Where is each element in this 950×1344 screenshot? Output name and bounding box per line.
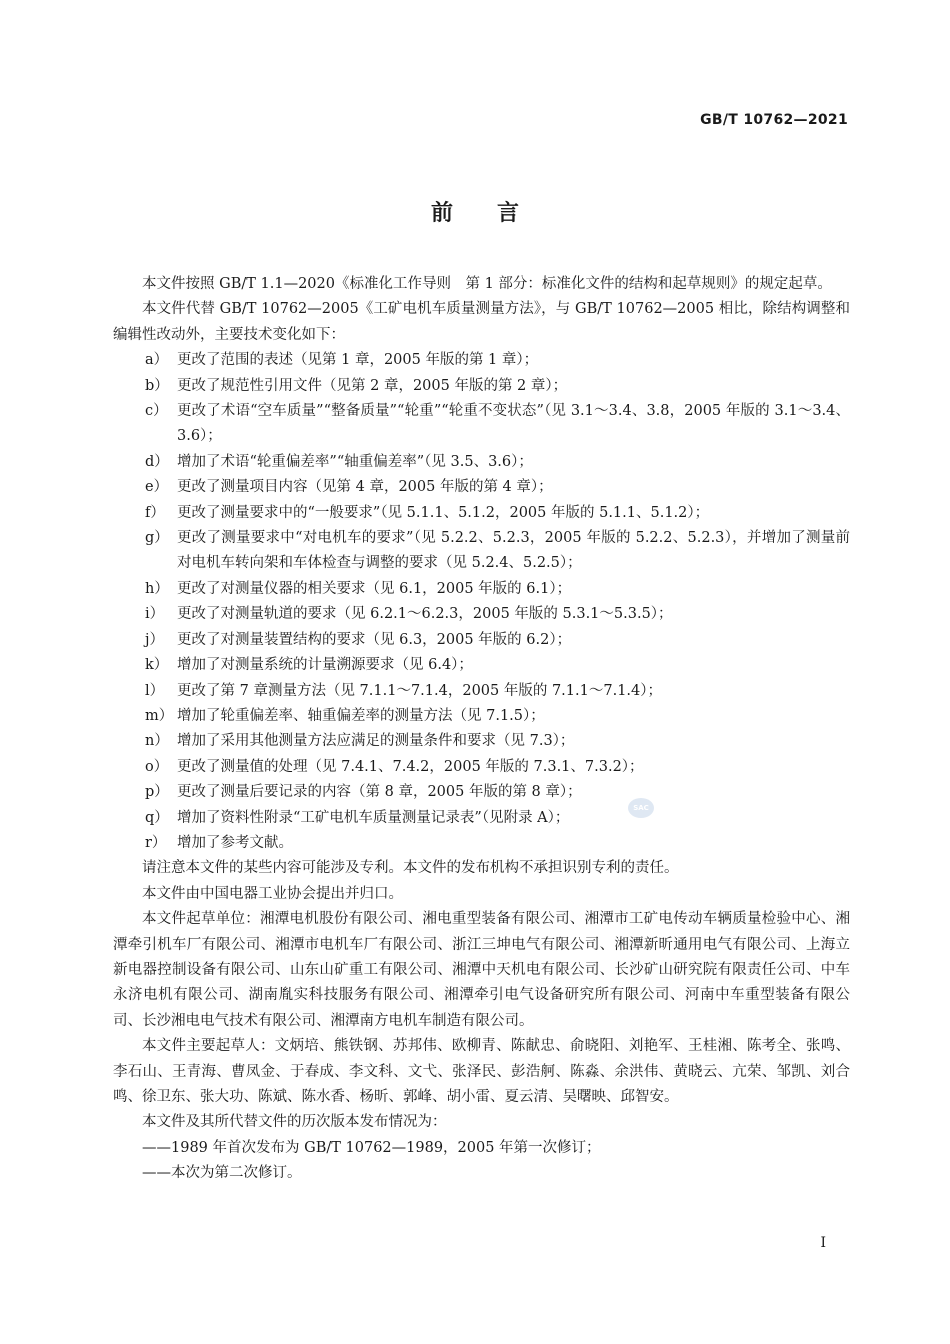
foreword-body: [113, 272, 850, 1187]
list-item: [113, 374, 850, 399]
list-item-label: e）: [145, 479, 169, 496]
list-item: [113, 679, 850, 704]
list-item: [113, 501, 850, 526]
list-item-text: 增加了术语“轮重偏差率”“轴重偏差率”（见 3.5、3.6）；: [177, 453, 533, 470]
list-item-text: 更改了测量后要记录的内容（第 8 章，2005 年版的第 8 章）；: [177, 784, 582, 801]
list-item-label: m）: [145, 707, 174, 724]
list-item-label: c）: [145, 403, 168, 420]
list-item-label: a）: [145, 352, 169, 369]
list-item-label: l）: [145, 682, 165, 699]
list-item: [113, 831, 850, 856]
list-item: [113, 348, 850, 373]
list-item: [113, 755, 850, 780]
list-item: [113, 704, 850, 729]
list-item-text: 更改了对测量仪器的相关要求（见 6.1，2005 年版的 6.1）；: [177, 580, 572, 597]
list-item-label: j）: [145, 631, 164, 648]
list-item-text: 增加了对测量系统的计量溯源要求（见 6.4）；: [177, 657, 473, 674]
list-item-text: 更改了术语“空车质量”“整备质量”“轮重”“轮重不变状态”（见 3.1～3.4、3.8，2005 年版的 3.1～3.4、3.6）；: [177, 403, 850, 445]
intro-paragraph: 本文件代替 GB/T 10762—2005《工矿电机车质量测量方法》，与 GB/T 10762—2005 相比，除结构调整和编辑性改动外，主要技术变化如下：: [113, 301, 850, 343]
list-item-text: 更改了范围的表述（见第 1 章，2005 年版的第 1 章）；: [177, 352, 539, 369]
list-item: [113, 806, 850, 831]
proposer-paragraph: 本文件由中国电器工业协会提出并归口。: [142, 885, 403, 902]
list-item-text: 更改了测量项目内容（见第 4 章，2005 年版的第 4 章）；: [177, 479, 553, 496]
list-item-text: 增加了采用其他测量方法应满足的测量条件和要求（见 7.3）；: [177, 733, 575, 750]
list-item-label: k）: [145, 657, 169, 674]
list-item-text: 更改了测量值的处理（见 7.4.1、7.4.2，2005 年版的 7.3.1、7.3.2）；: [177, 758, 644, 775]
list-item: [113, 628, 850, 653]
standard-code: GB/T 10762—2021: [700, 112, 848, 128]
list-item-label: q）: [145, 809, 169, 826]
list-item-text: 更改了测量要求中“对电机车的要求”（见 5.2.2、5.2.3，2005 年版的 5.2.2、5.2.3），并增加了测量前对电机车转向架和车体检查与调整的要求（见 5.2.4、5.2.5）；: [177, 530, 850, 572]
list-item-text: 更改了测量要求中的“一般要求”（见 5.1.1、5.1.2，2005 年版的 5.1.1、5.1.2）；: [177, 504, 710, 521]
intro-paragraph: 本文件按照 GB/T 1.1—2020《标准化工作导则 第 1 部分：标准化文件的结构和起草规则》的规定起草。: [142, 276, 832, 292]
list-item-text: 增加了轮重偏差率、轴重偏差率的测量方法（见 7.1.5）；: [177, 707, 545, 724]
list-item-text: 更改了对测量轨道的要求（见 6.2.1～6.2.3，2005 年版的 5.3.1～5.3.5）；: [177, 606, 673, 623]
changes-list: [113, 348, 850, 856]
list-item-text: 更改了第 7 章测量方法（见 7.1.1～7.1.4，2005 年版的 7.1.1～7.1.4）；: [177, 682, 662, 699]
list-item: [113, 399, 850, 450]
list-item-label: f）: [145, 504, 165, 521]
list-item-text: 增加了参考文献。: [177, 834, 293, 851]
list-item: [113, 475, 850, 500]
patent-notice: 请注意本文件的某些内容可能涉及专利。本文件的发布机构不承担识别专利的责任。: [142, 860, 679, 877]
list-item-label: p）: [145, 784, 169, 801]
list-item: [113, 729, 850, 754]
list-item-text: 更改了对测量装置结构的要求（见 6.3，2005 年版的 6.2）；: [177, 631, 572, 648]
list-item-text: 增加了资料性附录“工矿电机车质量测量记录表”（见附录 A）；: [177, 809, 570, 826]
history-item: ——本次为第二次修订。: [142, 1165, 302, 1182]
list-item-label: r）: [145, 834, 167, 851]
list-item-label: d）: [145, 453, 169, 470]
list-item-label: h）: [145, 580, 169, 597]
drafting-units: 本文件起草单位：湘潭电机股份有限公司、湘电重型装备有限公司、湘潭市工矿电传动车辆质量检验中心、湘潭牵引机车厂有限公司、湘潭市电机车厂有限公司、浙江三坤电气有限公司、湘潭新昕通用电气有限公司、上海立新电器控制设备有限公司、山东山矿重工有限公司、湘潭中天机电有限公司、长沙矿山研究院有限责任公司、中车永济电机有限公司、湖南胤实科技服务有限公司、湘潭牵引电气设备研究所有限公司、河南中车重型装备有限公司、长沙湘电电气技术有限公司、湘潭南方电机车制造有限公司。: [113, 911, 850, 1029]
list-item-label: g）: [145, 530, 169, 547]
page-number: Ⅰ: [820, 1235, 826, 1251]
list-item: [113, 602, 850, 627]
list-item-label: i）: [145, 606, 165, 623]
list-item-label: n）: [145, 733, 169, 750]
drafters: 本文件主要起草人：文炳培、熊铁钢、苏邦伟、欧柳青、陈献忠、俞晓阳、刘艳军、王桂湘、陈考全、张鸣、李石山、王青海、曹凤金、于春成、李文科、文弋、张泽民、彭浩舸、陈淼、余洪伟、黄晓云、亢荣、邹凯、刘合鸣、徐卫东、张大功、陈斌、陈水香、杨昕、郭峰、胡小雷、夏云清、吴曙映、邱智安。: [113, 1038, 850, 1105]
history-intro: 本文件及其所代替文件的历次版本发布情况为：: [142, 1114, 447, 1131]
list-item-text: 更改了规范性引用文件（见第 2 章，2005 年版的第 2 章）；: [177, 377, 568, 394]
list-item: [113, 450, 850, 475]
list-item: [113, 780, 850, 805]
history-item: ——1989 年首次发布为 GB/T 10762—1989，2005 年第一次修订；: [142, 1139, 601, 1156]
list-item-label: b）: [145, 377, 169, 394]
sac-watermark: SAC: [628, 798, 654, 818]
page-title: 前言: [430, 201, 563, 226]
list-item-label: o）: [145, 758, 169, 775]
list-item: [113, 653, 850, 678]
list-item: [113, 526, 850, 577]
list-item: [113, 577, 850, 602]
